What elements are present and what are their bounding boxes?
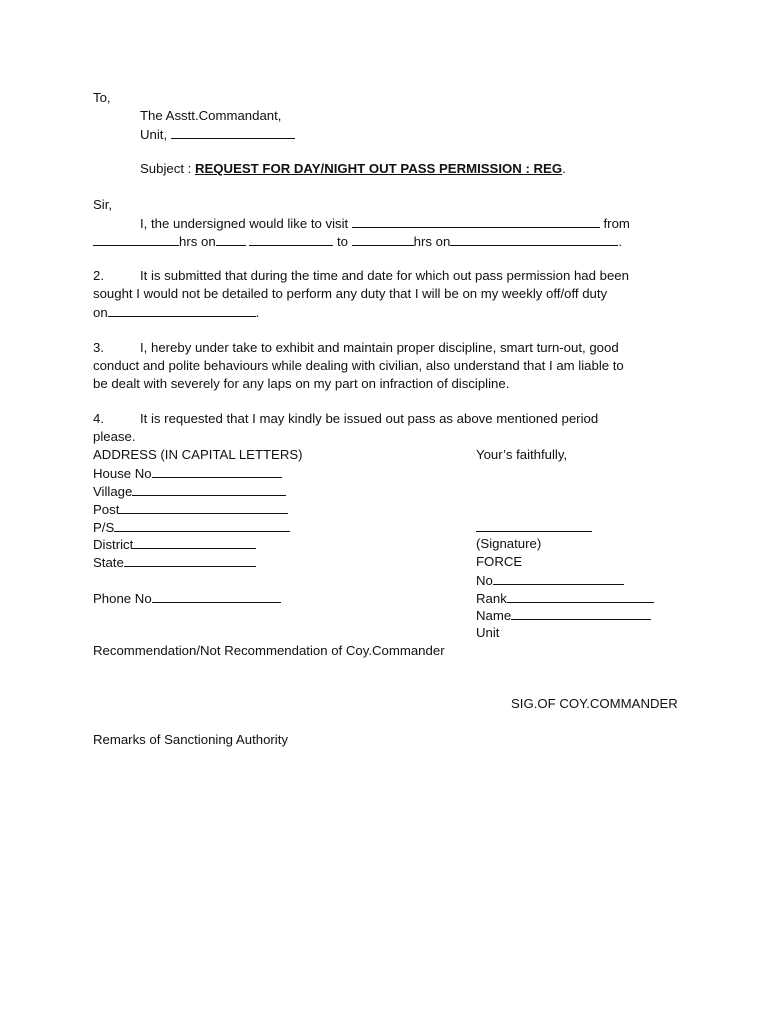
salutation: Sir, xyxy=(93,197,113,212)
rank-label: Rank xyxy=(476,591,507,606)
unit-sig-label: Unit xyxy=(476,625,500,640)
from-date-blank-2[interactable] xyxy=(249,232,333,246)
closing-text: Your’s faithfully, xyxy=(476,447,568,462)
no-label: No xyxy=(476,573,493,588)
village-label: Village xyxy=(93,484,133,499)
subject-prefix: Subject : xyxy=(140,161,195,176)
para1-hrs-on-2: hrs on xyxy=(413,234,451,249)
post-blank[interactable] xyxy=(119,500,288,514)
state-label: State xyxy=(93,555,124,570)
para1-from: from xyxy=(599,216,630,231)
para4-number: 4. xyxy=(93,411,104,426)
district-row xyxy=(93,535,256,554)
to-date-blank[interactable] xyxy=(450,232,618,246)
name-label: Name xyxy=(476,608,512,623)
unit-line xyxy=(140,125,295,144)
para1-end: . xyxy=(618,234,622,249)
from-time-blank[interactable] xyxy=(93,232,179,246)
phone-label: Phone No xyxy=(93,591,152,606)
no-blank[interactable] xyxy=(493,571,624,585)
para3-line3: be dealt with severely for any laps on my part on infraction of discipline. xyxy=(93,376,510,391)
para1-hrs-on: hrs on xyxy=(179,234,216,249)
para1-text: I, the undersigned would like to visit xyxy=(140,216,352,231)
state-row xyxy=(93,553,256,572)
signature-blank[interactable] xyxy=(476,531,592,532)
remarks-line: Remarks of Sanctioning Authority xyxy=(93,732,288,747)
no-row xyxy=(476,571,624,590)
village-row xyxy=(93,482,286,501)
para1-line2 xyxy=(93,232,622,251)
unit-label: Unit, xyxy=(140,127,171,142)
district-label: District xyxy=(93,537,134,552)
para2-number: 2. xyxy=(93,268,104,283)
phone-row xyxy=(93,589,281,608)
house-no-blank[interactable] xyxy=(152,464,282,478)
rank-blank[interactable] xyxy=(507,589,654,603)
to-line: To, xyxy=(93,90,111,105)
para3-line1: I, hereby under take to exhibit and maintain proper discipline, smart turn-out, good xyxy=(140,340,619,355)
from-date-blank[interactable] xyxy=(216,232,246,246)
para2-on: on xyxy=(93,305,108,320)
para4-line2: please. xyxy=(93,429,136,444)
off-duty-date-blank[interactable] xyxy=(108,303,256,317)
to-time-blank[interactable] xyxy=(352,232,414,246)
para1-line1 xyxy=(140,214,630,233)
post-row xyxy=(93,500,288,519)
para3-number: 3. xyxy=(93,340,104,355)
signature-label: (Signature) xyxy=(476,536,542,551)
post-label: Post xyxy=(93,502,120,517)
subject-text: REQUEST FOR DAY/NIGHT OUT PASS PERMISSION : REG xyxy=(194,161,563,176)
name-row xyxy=(476,606,651,625)
subject-end: . xyxy=(562,161,566,176)
subject-line xyxy=(140,160,566,178)
name-blank[interactable] xyxy=(511,606,651,620)
ps-blank[interactable] xyxy=(114,518,290,532)
address-heading: ADDRESS (IN CAPITAL LETTERS) xyxy=(93,447,303,462)
addressee-line: The Asstt.Commandant, xyxy=(140,108,282,123)
house-no-label: House No xyxy=(93,466,152,481)
unit-blank[interactable] xyxy=(171,125,295,139)
para2-end: . xyxy=(255,305,260,320)
para2-line2: sought I would not be detailed to perform any duty that I will be on my weekly off/off duty xyxy=(93,286,608,301)
para1-to: to xyxy=(333,234,352,249)
phone-blank[interactable] xyxy=(152,589,281,603)
state-blank[interactable] xyxy=(124,553,256,567)
para2-line3 xyxy=(93,303,259,322)
house-no-row xyxy=(93,464,282,483)
force-label: FORCE xyxy=(476,554,523,569)
district-blank[interactable] xyxy=(133,535,256,549)
visit-place-blank[interactable] xyxy=(352,214,600,228)
sig-coy-commander: SIG.OF COY.COMMANDER xyxy=(511,696,678,711)
para4-line1: It is requested that I may kindly be issued out pass as above mentioned period xyxy=(140,411,599,426)
para3-line2: conduct and polite behaviours while dealing with civilian, also understand that I am liable to xyxy=(93,358,624,373)
village-blank[interactable] xyxy=(132,482,286,496)
ps-label: P/S xyxy=(93,520,115,535)
para2-line1: It is submitted that during the time and date for which out pass permission had been xyxy=(140,268,629,283)
recommendation-line: Recommendation/Not Recommendation of Coy.Commander xyxy=(93,643,445,658)
